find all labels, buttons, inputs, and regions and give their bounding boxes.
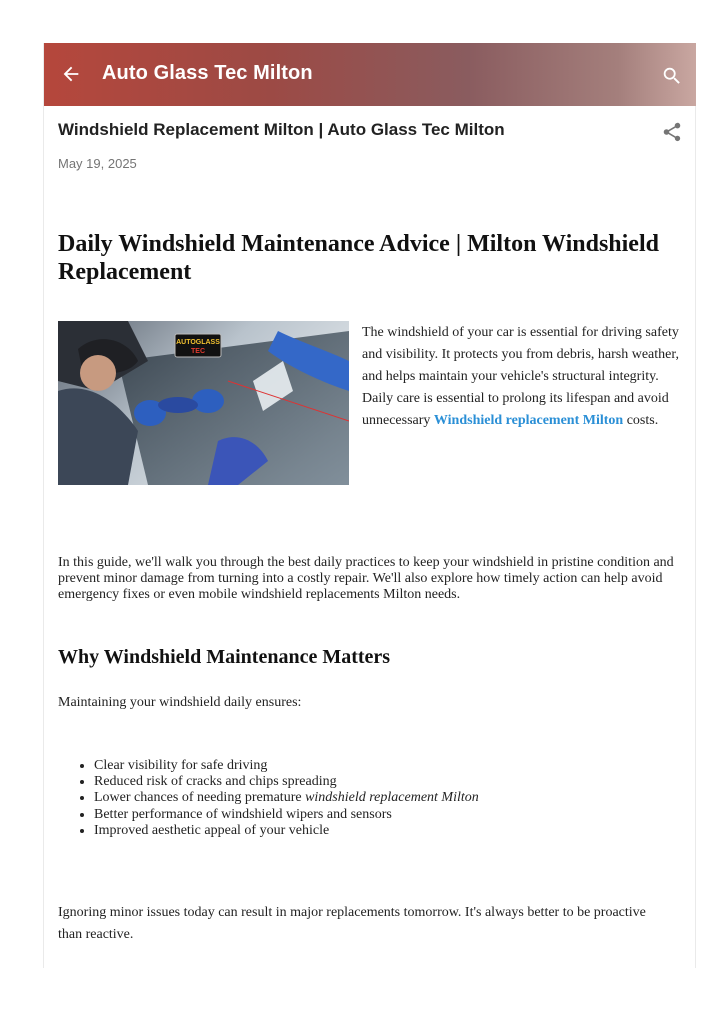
image-logo-line2: TEC (191, 348, 205, 355)
section-heading: Why Windshield Maintenance Matters (58, 646, 391, 668)
blog-post-card (43, 43, 696, 968)
intro-paragraph (362, 322, 684, 432)
benefits-list (58, 758, 479, 839)
arrow-left-icon[interactable] (60, 63, 82, 85)
list-item: • Reduced risk of cracks and chips spreading (94, 774, 479, 790)
article-heading: Daily Windshield Maintenance Advice | Milton Windshield Replacement (58, 231, 659, 285)
intro-text: The windshield of your car is essential for driving safety and visibility. It protects you from debris, harsh weather, and helps maintain your vehicle's structural integrity. Daily care is essential to prolong its lifespan and avoid unnecessary (362, 325, 679, 428)
intro-after: costs. (623, 413, 659, 428)
closing-paragraph: Ignoring minor issues today can result in major replacements tomorrow. It's always better to be proactive than reactive. (58, 905, 646, 942)
list-item: • Clear visibility for safe driving (94, 758, 479, 774)
app-header (44, 43, 696, 106)
image-logo-line1: AUTOGLASS (176, 339, 220, 346)
technician-windshield-image (58, 321, 349, 485)
post-title[interactable]: Windshield Replacement Milton | Auto Glass Tec Milton (58, 120, 505, 139)
share-icon[interactable] (661, 121, 683, 143)
list-item: • Improved aesthetic appeal of your vehicle (94, 823, 479, 839)
search-icon[interactable] (661, 65, 683, 87)
list-item-emphasis: windshield replacement Milton (305, 790, 479, 806)
windshield-replacement-link[interactable]: Windshield replacement Milton (433, 413, 624, 428)
post-date: May 19, 2025 (58, 156, 137, 171)
list-item-text: Lower chances of needing premature (94, 790, 306, 806)
blog-title[interactable]: Auto Glass Tec Milton (102, 62, 313, 84)
list-item (94, 790, 479, 806)
section-intro: Maintaining your windshield daily ensures: (58, 695, 302, 710)
list-item: • Better performance of windshield wipers and sensors (94, 807, 479, 823)
guide-paragraph: In this guide, we'll walk you through the best daily practices to keep your windshield in pristine condition and prevent minor damage from turning into a costly repair. We'll also explore how timely action can help avoid emergency fixes or even mobile windshield replacements Milton needs. (58, 555, 674, 602)
